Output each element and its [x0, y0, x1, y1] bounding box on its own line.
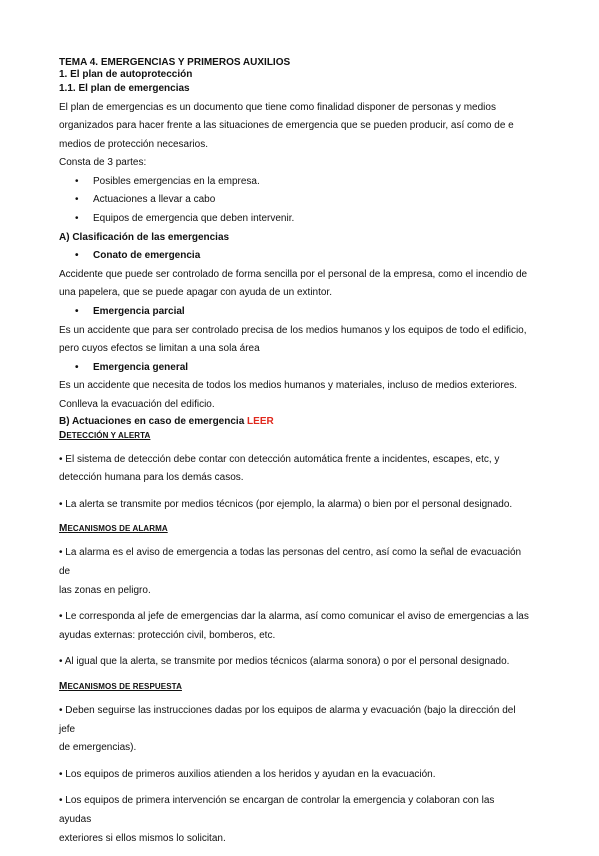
text-line: • La alarma es el aviso de emergencia a todas las personas del centro, así como la señal de evacuación de: [59, 547, 522, 577]
text-line: • Los equipos de primeros auxilios atienden a los heridos y ayudan en la evacuación.: [59, 768, 436, 780]
list-item: • Posibles emergencias en la empresa.: [59, 173, 529, 192]
text-line: El plan de emergencias es un documento que tiene como finalidad disponer de personas y medios: [59, 101, 496, 113]
list-item: • Equipos de emergencia que deben intervenir.: [59, 210, 529, 229]
parcial-heading: [59, 303, 529, 322]
heading-actuaciones-text: B) Actuaciones en caso de emergencia: [59, 415, 245, 427]
consta-text: Consta de 3 partes:: [59, 157, 147, 169]
text-line: Es un accidente que necesita de todos los medios humanos y materiales, incluso de medios exteriores.: [59, 380, 518, 392]
text-line: de emergencias).: [59, 742, 137, 754]
text-line: detección humana para los demás casos.: [59, 472, 244, 484]
heading-text: ETECCIÓN Y ALERTA: [66, 430, 151, 440]
heading-respuesta: [59, 680, 529, 694]
text-line: ayudas externas: protección civil, bomberos, etc.: [59, 629, 276, 641]
text-line: • Los equipos de primera intervención se encargan de controlar la emergencia y colaboran con las ayudas: [59, 795, 495, 825]
heading-deteccion: [59, 429, 529, 443]
text-line: Conlleva la evacuación del edificio.: [59, 399, 215, 410]
text-line: • Al igual que la alerta, se transmite por medios técnicos (alarma sonora) o por el personal designado.: [59, 656, 510, 668]
heading-text: ECANISMOS DE RESPUESTA: [67, 681, 182, 691]
parts-list: [59, 173, 529, 229]
heading-text: ECANISMOS DE ALARMA: [67, 524, 168, 534]
list-item: [59, 544, 529, 600]
document-page: [59, 57, 529, 856]
list-item: • Conato de emergencia: [59, 247, 529, 266]
list-item: [59, 702, 529, 758]
list-item: [59, 766, 529, 785]
list-item: [59, 608, 529, 645]
text-line: Accidente que puede ser controlado de forma sencilla por el personal de la empresa, como el incendio de: [59, 268, 528, 280]
text-line: exteriores si ellos mismos lo solicitan.: [59, 832, 226, 844]
document-title: TEMA 4. EMERGENCIAS Y PRIMEROS AUXILIOS: [59, 57, 291, 68]
heading-plan-emergencias: 1.1. El plan de emergencias: [59, 82, 190, 94]
intro-paragraph: [59, 99, 529, 155]
cap-letter: M: [59, 680, 68, 692]
list-item: [59, 792, 529, 848]
heading-autoproteccion: 1. El plan de autoprotección: [59, 69, 193, 80]
heading-alarma: [59, 522, 529, 536]
text-line: • Le corresponda al jefe de emergencias dar la alarma, así como comunicar el aviso de emergencias a las: [59, 611, 529, 623]
text-line: • El sistema de detección debe contar con detección automática frente a incidentes, escapes, etc, y: [59, 453, 500, 465]
text-line: • La alerta se transmite por medios técnicos (por ejemplo, la alarma) o bien por el personal designado.: [59, 498, 513, 510]
heading-actuaciones: [59, 415, 529, 429]
list-item: • Actuaciones a llevar a cabo: [59, 191, 529, 210]
cap-letter: M: [59, 523, 68, 535]
general-heading: [59, 359, 529, 378]
text-line: • Deben seguirse las instrucciones dadas por los equipos de alarma y evacuación (bajo la dirección del jefe: [59, 704, 516, 735]
text-line: organizados para hacer frente a las situaciones de emergencia que se pueden producir, así como de e: [59, 120, 514, 132]
text-line: las zonas en peligro.: [59, 584, 151, 596]
list-item: • Emergencia general: [59, 359, 529, 378]
heading-clasificacion: A) Clasificación de las emergencias: [59, 231, 230, 243]
text-line: pero cuyos efectos se limitan a una sola área: [59, 343, 260, 355]
conato-heading: [59, 247, 529, 266]
list-item: [59, 496, 529, 515]
text-line: medios de protección necesarios.: [59, 138, 208, 150]
leer-mark: LEER: [247, 415, 274, 427]
text-line: una papelera, que se puede apagar con ayuda de un extintor.: [59, 287, 332, 299]
text-line: Es un accidente que para ser controlado precisa de los medios humanos y los equipos de todo el edificio,: [59, 324, 527, 336]
list-item: [59, 451, 529, 488]
list-item: [59, 653, 529, 672]
cap-letter: D: [59, 429, 67, 441]
list-item: • Emergencia parcial: [59, 303, 529, 322]
